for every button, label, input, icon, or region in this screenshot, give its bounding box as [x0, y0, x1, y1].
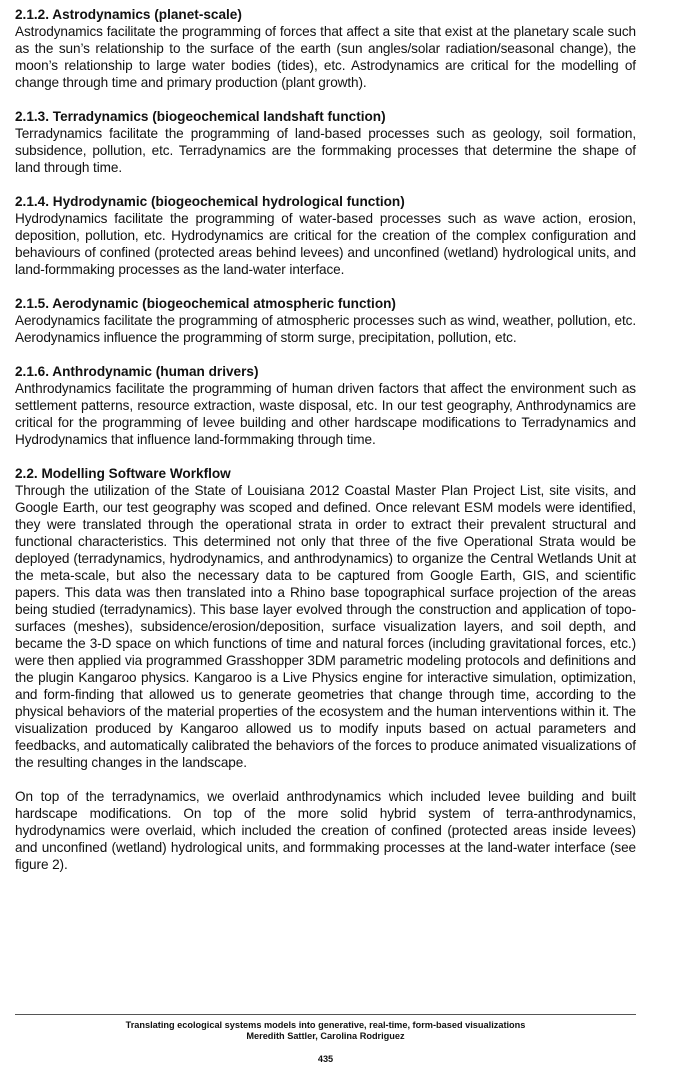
section-paragraph: Anthrodynamics facilitate the programming of human driven factors that affect the environment such as settlement patterns, resource extraction, waste disposal, etc. In our test geography, Anthrodynamics are critical for the programming of levee building and other hardscape modifications to Terradynamics and Hydrodynamics that influence land-formmaking through time. — [15, 381, 636, 447]
section-paragraph: Hydrodynamics facilitate the programming of water-based processes such as wave action, erosion, deposition, pollution, etc. Hydrodynamics are critical for the creation of the complex configuration and behaviours of confined (protected areas behind levees) and unconfined (wetland) hydrological units, and land-formmaking processes as the land-water interface. — [15, 211, 636, 277]
section-heading: 2.2. Modelling Software Workflow — [15, 466, 231, 481]
page-number: 435 — [317, 1054, 334, 1064]
page-footer — [15, 1014, 636, 1074]
section-anthrodynamic — [15, 363, 636, 448]
section-overlay-paragraph — [15, 788, 636, 873]
section-paragraph: Aerodynamics facilitate the programming of atmospheric processes such as wind, weather, pollution, etc. Aerodynamics influence the programming of storm surge, precipitation, pollution, etc. — [15, 313, 636, 345]
section-modelling-workflow — [15, 465, 636, 771]
section-heading: 2.1.5. Aerodynamic (biogeochemical atmospheric function) — [15, 296, 396, 311]
footer-title: Translating ecological systems models into generative, real-time, form-based visualizations — [125, 1020, 526, 1030]
section-heading: 2.1.4. Hydrodynamic (biogeochemical hydrological function) — [15, 194, 405, 209]
document-body — [15, 6, 636, 890]
section-astrodynamics — [15, 6, 636, 91]
section-heading: 2.1.2. Astrodynamics (planet-scale) — [15, 7, 242, 22]
section-paragraph: Terradynamics facilitate the programming of land-based processes such as geology, soil formation, subsidence, pollution, etc. Terradynamics are the formmaking processes that determine the shape of land through time. — [15, 126, 636, 175]
section-hydrodynamic — [15, 193, 636, 278]
section-paragraph: On top of the terradynamics, we overlaid anthrodynamics which included levee building and built hardscape modifications. On top of the more solid hybrid system of terra-anthrodynamics, hydrodynamics were overlaid, which included the creation of confined (protected areas inside levees) and unconfined (wetland) hydrological units, and formmaking processes at the land-water interface (see figure 2). — [15, 789, 636, 872]
section-paragraph: Astrodynamics facilitate the programming of forces that affect a site that exist at the planetary scale such as the sun’s relationship to the surface of the earth (sun angles/solar radiation/seasonal change), the moon’s relationship to large water bodies (tides), etc. Astrodynamics are critical for the modelling of change through time and primary production (plant growth). — [15, 24, 636, 90]
section-heading: 2.1.6. Anthrodynamic (human drivers) — [15, 364, 259, 379]
section-aerodynamic — [15, 295, 636, 346]
footer-authors: Meredith Sattler, Carolina Rodriguez — [246, 1031, 405, 1041]
section-paragraph: Through the utilization of the State of Louisiana 2012 Coastal Master Plan Project List, site visits, and Google Earth, our test geography was scoped and defined. Once relevant ESM models were identified, they were translated through the operational strata in order to extract their prevalent structural and functional characteristics. This determined not only that three of the five Operational Strata would be deployed (terradynamics, hydrodynamics, and anthrodynamics) to organize the Central Wetlands Unit at the meta-scale, but also the necessary data to be captured from Google Earth, GIS, and scientific papers. This data was then translated into a Rhino base topographical surface projection of the areas being studied (terradynamics). This base layer evolved through the construction and application of topo-surfaces (meshes), subsidence/erosion/deposition, surface visualization layers, and soil depth, and became the 3-D space on which functions of time and natural forces (including gravitational forces, etc.) were then applied via programmed Grasshopper 3DM parametric modeling protocols and definitions and the plugin Kangaroo physics. Kangaroo is a Live Physics engine for interactive simulation, optimization, and form-finding that allowed us to generate geometries that change through time, according to the physical behaviors of the material properties of the ecosystem and the human interventions within it. The visualization produced by Kangaroo allowed us to modify inputs based on actual parameters and feedbacks, and automatically calibrated the behaviors of the forces to produce animated visualizations of the resulting changes in the landscape. — [15, 483, 636, 770]
section-heading: 2.1.3. Terradynamics (biogeochemical landshaft function) — [15, 109, 386, 124]
section-terradynamics — [15, 108, 636, 176]
